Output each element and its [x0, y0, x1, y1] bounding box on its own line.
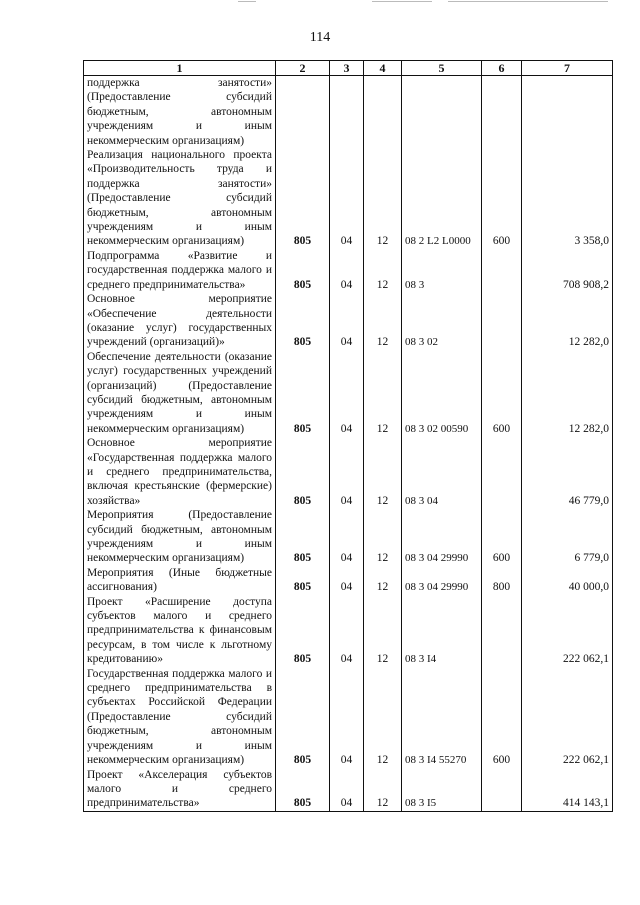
cell-c5: 08 3 I5 — [402, 768, 482, 812]
column-header: 4 — [364, 61, 402, 76]
cell-c6 — [482, 76, 522, 149]
cell-c2: 805 — [276, 768, 330, 812]
cell-c4: 12 — [364, 249, 402, 292]
cell-c6: 600 — [482, 148, 522, 249]
table-row — [84, 76, 613, 149]
cell-c7: 414 143,1 — [522, 768, 613, 812]
cell-c5: 08 3 04 29990 — [402, 566, 482, 595]
cell-c7: 12 282,0 — [522, 350, 613, 436]
table-row — [84, 667, 613, 768]
cell-c2: 805 — [276, 566, 330, 595]
cell-c6: 800 — [482, 566, 522, 595]
cell-c3: 04 — [330, 508, 364, 566]
cell-desc: Подпрограмма «Развитие и государственная поддержка малого и среднего предпринимательства» — [84, 249, 276, 292]
column-header: 2 — [276, 61, 330, 76]
cell-c5: 08 3 02 00590 — [402, 350, 482, 436]
cell-c2: 805 — [276, 667, 330, 768]
cell-c7: 708 908,2 — [522, 249, 613, 292]
column-header: 3 — [330, 61, 364, 76]
cell-c7: 46 779,0 — [522, 436, 613, 508]
cell-c6 — [482, 436, 522, 508]
cell-c4: 12 — [364, 350, 402, 436]
cell-desc: Основное мероприятие «Обеспечение деятельности (оказание услуг) государственных учреждений (организаций)» — [84, 292, 276, 350]
column-header: 7 — [522, 61, 613, 76]
cell-c3: 04 — [330, 292, 364, 350]
cell-c2: 805 — [276, 350, 330, 436]
cell-c7: 222 062,1 — [522, 595, 613, 667]
page-number: 114 — [309, 30, 331, 45]
cell-c4: 12 — [364, 436, 402, 508]
cell-desc: Основное мероприятие «Государственная поддержка малого и среднего предпринимательства, включая крестьянские (фермерские) хозяйства» — [84, 436, 276, 508]
table-row — [84, 595, 613, 667]
cell-c2: 805 — [276, 249, 330, 292]
cell-desc: поддержка занятости» (Предоставление субсидий бюджетным, автономным учреждениям и иным некоммерческим организациям) — [84, 76, 276, 149]
cell-c4: 12 — [364, 667, 402, 768]
cell-c5: 08 3 I4 55270 — [402, 667, 482, 768]
table-row — [84, 436, 613, 508]
cell-c3: 04 — [330, 436, 364, 508]
cell-c5: 08 3 04 — [402, 436, 482, 508]
cell-c3: 04 — [330, 667, 364, 768]
cell-c7: 40 000,0 — [522, 566, 613, 595]
cell-c5: 08 3 I4 — [402, 595, 482, 667]
table-row — [84, 292, 613, 350]
cell-c3: 04 — [330, 350, 364, 436]
cell-c5: 08 2 L2 L0000 — [402, 148, 482, 249]
cell-c2: 805 — [276, 595, 330, 667]
cell-c7: 6 779,0 — [522, 508, 613, 566]
cell-c4: 12 — [364, 292, 402, 350]
cell-c6 — [482, 595, 522, 667]
cell-c2: 805 — [276, 292, 330, 350]
column-header: 5 — [402, 61, 482, 76]
cell-c7: 12 282,0 — [522, 292, 613, 350]
cell-c3: 04 — [330, 148, 364, 249]
top-scan-marks — [0, 0, 640, 6]
cell-c4: 12 — [364, 768, 402, 812]
table-row — [84, 508, 613, 566]
cell-c6: 600 — [482, 667, 522, 768]
table-row — [84, 350, 613, 436]
cell-desc: Государственная поддержка малого и среднего предпринимательства в субъектах Российской Федерации (Предоставление субсидий бюджетным, автономным учреждениям и иным некоммерческим организациям) — [84, 667, 276, 768]
cell-desc: Проект «Расширение доступа субъектов малого и среднего предпринимательства к финансовым ресурсам, в том числе к льготному кредитованию» — [84, 595, 276, 667]
table-row — [84, 249, 613, 292]
cell-c3: 04 — [330, 249, 364, 292]
cell-c4: 12 — [364, 566, 402, 595]
cell-c3: 04 — [330, 768, 364, 812]
column-header: 6 — [482, 61, 522, 76]
cell-desc: Обеспечение деятельности (оказание услуг) государственных учреждений (организаций) (Предоставление субсидий бюджетным, автономным учреждениям и иным некоммерческим организациям) — [84, 350, 276, 436]
cell-c5: 08 3 — [402, 249, 482, 292]
cell-c7 — [522, 76, 613, 149]
cell-c3: 04 — [330, 566, 364, 595]
cell-desc: Мероприятия (Предоставление субсидий бюджетным, автономным учреждениям и иным некоммерческим организациям) — [84, 508, 276, 566]
cell-c4: 12 — [364, 148, 402, 249]
cell-c3 — [330, 76, 364, 149]
cell-c2: 805 — [276, 436, 330, 508]
cell-c2 — [276, 76, 330, 149]
cell-desc: Проект «Акселерация субъектов малого и среднего предпринимательства» — [84, 768, 276, 812]
cell-c4 — [364, 76, 402, 149]
cell-c2: 805 — [276, 148, 330, 249]
cell-c5: 08 3 02 — [402, 292, 482, 350]
cell-desc: Мероприятия (Иные бюджетные ассигнования) — [84, 566, 276, 595]
cell-c2: 805 — [276, 508, 330, 566]
table-row — [84, 768, 613, 812]
cell-c5 — [402, 76, 482, 149]
cell-c4: 12 — [364, 508, 402, 566]
budget-table — [83, 60, 613, 812]
cell-c6: 600 — [482, 350, 522, 436]
cell-desc: Реализация национального проекта «Производительность труда и поддержка занятости» (Предоставление субсидий бюджетным, автономным учреждениям и иным некоммерческим организациям) — [84, 148, 276, 249]
table-row — [84, 148, 613, 249]
cell-c6 — [482, 768, 522, 812]
table-row — [84, 566, 613, 595]
cell-c6: 600 — [482, 508, 522, 566]
cell-c5: 08 3 04 29990 — [402, 508, 482, 566]
cell-c6 — [482, 249, 522, 292]
cell-c7: 222 062,1 — [522, 667, 613, 768]
cell-c6 — [482, 292, 522, 350]
cell-c7: 3 358,0 — [522, 148, 613, 249]
cell-c4: 12 — [364, 595, 402, 667]
cell-c3: 04 — [330, 595, 364, 667]
column-header: 1 — [84, 61, 276, 76]
table-header-row — [84, 61, 613, 76]
